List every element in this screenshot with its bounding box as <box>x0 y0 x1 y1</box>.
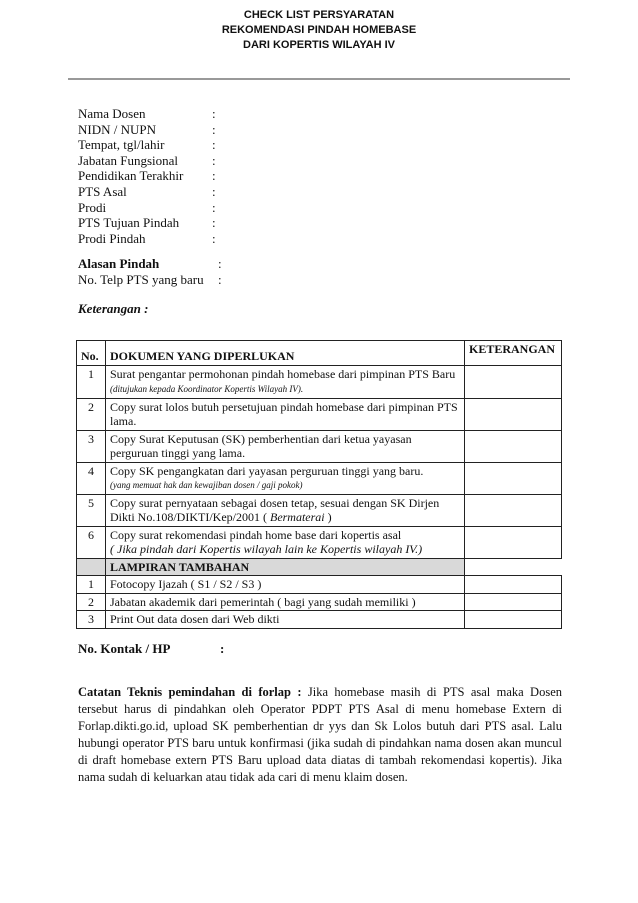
lampiran-title: LAMPIRAN TAMBAHAN <box>106 558 465 576</box>
field-row: Prodi : <box>78 199 216 215</box>
note-title: Catatan Teknis pemindahan di forlap : <box>78 685 302 699</box>
field-label: PTS Asal <box>78 183 127 199</box>
telp-label: No. Telp PTS yang baru <box>78 271 204 287</box>
field-label: Tempat, tgl/lahir <box>78 137 165 153</box>
lampiran-header-row <box>77 558 562 576</box>
lampiran-row: 3 Print Out data dosen dari Web dikti <box>77 611 562 629</box>
field-row: NIDN / NUPN : <box>78 121 216 137</box>
header-title-line3: DARI KOPERTIS WILAYAH IV <box>243 39 395 51</box>
table-header-row <box>77 341 562 366</box>
contact-label: No. Kontak / HP <box>78 641 171 656</box>
document-header <box>0 8 638 53</box>
field-row: PTS Tujuan Pindah : <box>78 215 216 231</box>
table-row: 5 Copy surat pernyataan sebagai dosen tetap, sesuai dengan SK Dirjen Dikti No.108/DIKTI/Kep/2001 ( Bermaterai ) <box>77 494 562 526</box>
field-label: NIDN / NUPN <box>78 121 156 137</box>
field-row: Prodi Pindah : <box>78 230 216 246</box>
field-row: Nama Dosen : <box>78 106 216 121</box>
field-label: Nama Dosen <box>78 106 146 121</box>
lampiran-row: 2 Jabatan akademik dari pemerintah ( bagi yang sudah memiliki ) <box>77 593 562 611</box>
field-label: Pendidikan Terakhir <box>78 168 184 184</box>
field-label: Prodi <box>78 199 107 215</box>
note-body: Jika homebase masih di PTS asal maka Dosen tersebut harus di pindahkan oleh Operator PDPT PTS Asal di menu homebase Extern di Forlap.dikti.go.id, upload SK pemberhentian dr yys dan Sk Lolos butuh dari PTS asal. Lalu hubungi operator PTS baru untuk konfirmasi (jika sudah di pindahkan nama dosen akan muncul di draft homebase extern PTS Baru upload data diatas di tambah rekomendasi kopertis). Jika nama sudah di keluarkan atau tidak ada cari di menu klaim dosen. <box>78 685 562 784</box>
field-label: PTS Tujuan Pindah <box>78 215 180 231</box>
field-row: Tempat, tgl/lahir : <box>78 137 216 153</box>
field-label: Prodi Pindah <box>78 230 146 246</box>
header-title-line2: REKOMENDASI PINDAH HOMEBASE <box>221 24 417 36</box>
lampiran-row: 1 Fotocopy Ijazah ( S1 / S2 / S3 ) <box>77 576 562 594</box>
table-row: 4 Copy SK pengangkatan dari yayasan perguruan tinggi yang baru. (yang memuat hak dan kewajiban dosen / gaji pokok) <box>77 462 562 494</box>
table-row: 6 Copy surat rekomendasi pindah home base dari kopertis asal ( Jika pindah dari Kopertis wilayah lain ke Kopertis wilayah IV.) <box>77 526 562 558</box>
col-ket-header: KETERANGAN <box>465 341 562 366</box>
field-row: PTS Asal : <box>78 183 216 199</box>
contact-row: No. Kontak / HP : <box>78 641 225 656</box>
alasan-label: Alasan Pindah <box>78 256 160 271</box>
col-doc-header: DOKUMEN YANG DIPERLUKAN <box>106 341 465 366</box>
keterangan-label: Keterangan : <box>78 301 149 316</box>
field-row: Jabatan Fungsional : <box>78 152 216 168</box>
requirements-table <box>76 340 562 629</box>
header-title-line1: CHECK LIST PERSYARATAN <box>243 9 395 21</box>
lecturer-fields <box>78 106 222 246</box>
col-no-header: No. <box>77 341 106 366</box>
technical-note <box>78 684 562 786</box>
table-row: 3 Copy Surat Keputusan (SK) pemberhentian dari ketua yayasan perguruan tinggi yang lama. <box>77 430 562 462</box>
table-row: 2 Copy surat lolos butuh persetujuan pindah homebase dari pimpinan PTS lama. <box>77 398 562 430</box>
table-row: 1 Surat pengantar permohonan pindah homebase dari pimpinan PTS Baru (ditujukan kepada Koordinator Kopertis Wilayah IV). <box>77 365 562 398</box>
reason-section: Alasan Pindah : No. Telp PTS yang baru : <box>78 256 222 287</box>
field-row: Pendidikan Terakhir : <box>78 168 216 184</box>
header-divider <box>68 78 570 80</box>
field-label: Jabatan Fungsional <box>78 152 179 168</box>
